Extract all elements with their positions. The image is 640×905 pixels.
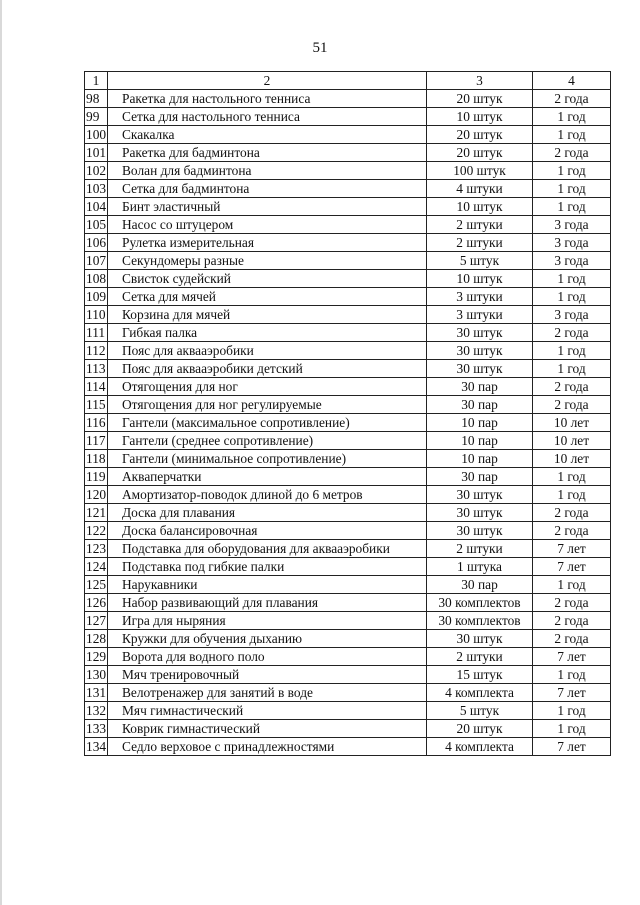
- item-name: Коврик гимнастический: [108, 720, 427, 738]
- item-quantity: 30 пар: [427, 576, 533, 594]
- table-row: [85, 396, 611, 414]
- item-service-life: 10 лет: [533, 432, 611, 450]
- row-number: 107: [86, 253, 107, 268]
- table-row: [85, 126, 611, 144]
- item-service-life: 10 лет: [533, 414, 611, 432]
- row-number: 99: [85, 108, 108, 126]
- table-row: [85, 252, 611, 270]
- table-row: [85, 324, 611, 342]
- item-name: Отягощения для ног регулируемые: [108, 396, 427, 414]
- item-name: Ракетка для настольного тенниса: [108, 90, 427, 108]
- item-quantity: 20 штук: [427, 720, 533, 738]
- table-header-row: [85, 72, 611, 90]
- item-name: Нарукавники: [108, 576, 427, 594]
- table-row: [85, 450, 611, 468]
- item-service-life: 1 год: [533, 198, 611, 216]
- item-name: Доска для плавания: [108, 504, 427, 522]
- row-number: 109: [86, 289, 107, 304]
- table-row: [85, 468, 611, 486]
- item-name: Подставка для оборудования для аквааэробики: [108, 540, 427, 558]
- table-row: [85, 360, 611, 378]
- item-service-life: 1 год: [533, 180, 611, 198]
- item-quantity: 100 штук: [427, 162, 533, 180]
- item-service-life: 2 года: [533, 594, 611, 612]
- row-number: 123: [86, 541, 107, 556]
- item-name: Мяч тренировочный: [108, 666, 427, 684]
- item-name: Гибкая палка: [108, 324, 427, 342]
- table-row: [85, 540, 611, 558]
- row-number: 134: [86, 739, 107, 754]
- item-quantity: 4 штуки: [427, 180, 533, 198]
- item-service-life: 3 года: [533, 216, 611, 234]
- header-col-1: 1: [85, 72, 108, 90]
- row-number: 116: [86, 415, 106, 430]
- table-row: [85, 234, 611, 252]
- item-quantity: 30 комплектов: [427, 612, 533, 630]
- item-service-life: 1 год: [533, 702, 611, 720]
- item-service-life: 7 лет: [533, 684, 611, 702]
- item-service-life: 2 года: [533, 612, 611, 630]
- item-service-life: 1 год: [533, 108, 611, 126]
- row-number: 120: [86, 487, 107, 502]
- item-name: Гантели (максимальное сопротивление): [108, 414, 427, 432]
- item-quantity: 3 штуки: [427, 288, 533, 306]
- item-service-life: 2 года: [533, 90, 611, 108]
- row-number: 129: [86, 649, 107, 664]
- item-service-life: 1 год: [533, 360, 611, 378]
- item-name: Насос со штуцером: [108, 216, 427, 234]
- item-service-life: 7 лет: [533, 558, 611, 576]
- item-name: Ворота для водного поло: [108, 648, 427, 666]
- item-quantity: 5 штук: [427, 252, 533, 270]
- row-number: 126: [86, 595, 107, 610]
- item-quantity: 2 штуки: [427, 648, 533, 666]
- item-service-life: 7 лет: [533, 540, 611, 558]
- item-quantity: 30 штук: [427, 504, 533, 522]
- item-name: Свисток судейский: [108, 270, 427, 288]
- item-quantity: 5 штук: [427, 702, 533, 720]
- item-quantity: 2 штуки: [427, 216, 533, 234]
- item-service-life: 2 года: [533, 522, 611, 540]
- table-row: [85, 684, 611, 702]
- table-row: [85, 648, 611, 666]
- row-number: 113: [86, 361, 106, 376]
- item-name: Волан для бадминтона: [108, 162, 427, 180]
- item-name: Кружки для обучения дыханию: [108, 630, 427, 648]
- table-row: [85, 720, 611, 738]
- table-row: [85, 288, 611, 306]
- item-quantity: 10 пар: [427, 450, 533, 468]
- table-row: [85, 666, 611, 684]
- item-service-life: 1 год: [533, 162, 611, 180]
- page-number: 51: [312, 40, 328, 56]
- row-number: 133: [86, 721, 107, 736]
- item-service-life: 2 года: [533, 504, 611, 522]
- row-number: 115: [86, 397, 106, 412]
- row-number: 102: [86, 163, 107, 178]
- table-row: [85, 108, 611, 126]
- item-name: Амортизатор-поводок длиной до 6 метров: [108, 486, 427, 504]
- item-name: Пояс для аквааэробики: [108, 342, 427, 360]
- item-service-life: 1 год: [533, 486, 611, 504]
- table-row: [85, 504, 611, 522]
- table-row: [85, 162, 611, 180]
- item-service-life: 3 года: [533, 234, 611, 252]
- row-number: 101: [86, 145, 107, 160]
- item-service-life: 1 год: [533, 720, 611, 738]
- item-name: Пояс для аквааэробики детский: [108, 360, 427, 378]
- table-row: [85, 144, 611, 162]
- item-name: Корзина для мячей: [108, 306, 427, 324]
- item-name: Доска балансировочная: [108, 522, 427, 540]
- item-quantity: 30 штук: [427, 630, 533, 648]
- item-name: Велотренажер для занятий в воде: [108, 684, 427, 702]
- table-row: [85, 342, 611, 360]
- item-service-life: 2 года: [533, 396, 611, 414]
- table-row: [85, 270, 611, 288]
- item-quantity: 10 штук: [427, 108, 533, 126]
- equipment-table: [84, 71, 611, 756]
- table-row: [85, 594, 611, 612]
- row-number: 98: [85, 90, 108, 108]
- row-number: 130: [86, 667, 107, 682]
- row-number: 117: [86, 433, 106, 448]
- item-service-life: 1 год: [533, 270, 611, 288]
- item-service-life: 1 год: [533, 576, 611, 594]
- item-service-life: 7 лет: [533, 738, 611, 756]
- item-quantity: 30 комплектов: [427, 594, 533, 612]
- row-number: 106: [86, 235, 107, 250]
- row-number: 104: [86, 199, 107, 214]
- row-number: 118: [86, 451, 106, 466]
- item-quantity: 30 штук: [427, 360, 533, 378]
- row-number: 131: [86, 685, 107, 700]
- item-name: Набор развивающий для плавания: [108, 594, 427, 612]
- row-number: 122: [86, 523, 107, 538]
- row-number: 127: [86, 613, 107, 628]
- item-service-life: 10 лет: [533, 450, 611, 468]
- item-quantity: 3 штуки: [427, 306, 533, 324]
- row-number: 125: [86, 577, 107, 592]
- item-quantity: 10 пар: [427, 414, 533, 432]
- item-service-life: 7 лет: [533, 648, 611, 666]
- item-service-life: 1 год: [533, 126, 611, 144]
- row-number: 132: [86, 703, 107, 718]
- item-quantity: 4 комплекта: [427, 738, 533, 756]
- table-row: [85, 630, 611, 648]
- row-number: 119: [86, 469, 106, 484]
- row-number: 108: [86, 271, 107, 286]
- item-name: Скакалка: [108, 126, 427, 144]
- item-quantity: 2 штуки: [427, 540, 533, 558]
- item-quantity: 1 штука: [427, 558, 533, 576]
- item-name: Рулетка измерительная: [108, 234, 427, 252]
- scan-edge-line: [0, 0, 2, 905]
- table-row: [85, 306, 611, 324]
- item-name: Ракетка для бадминтона: [108, 144, 427, 162]
- item-quantity: 2 штуки: [427, 234, 533, 252]
- item-quantity: 20 штук: [427, 126, 533, 144]
- item-service-life: 1 год: [533, 666, 611, 684]
- table-body: [85, 90, 611, 756]
- table-row: [85, 378, 611, 396]
- item-quantity: 10 пар: [427, 432, 533, 450]
- item-quantity: 10 штук: [427, 270, 533, 288]
- item-service-life: 2 года: [533, 324, 611, 342]
- table-row: [85, 90, 611, 108]
- row-number: 128: [86, 631, 107, 646]
- item-quantity: 30 штук: [427, 486, 533, 504]
- table-row: [85, 576, 611, 594]
- item-service-life: 3 года: [533, 306, 611, 324]
- item-quantity: 30 штук: [427, 324, 533, 342]
- item-service-life: 2 года: [533, 378, 611, 396]
- item-service-life: 1 год: [533, 288, 611, 306]
- item-name: Секундомеры разные: [108, 252, 427, 270]
- item-service-life: 2 года: [533, 630, 611, 648]
- table-row: [85, 432, 611, 450]
- item-service-life: 2 года: [533, 144, 611, 162]
- item-name: Сетка для мячей: [108, 288, 427, 306]
- table-row: [85, 216, 611, 234]
- item-quantity: 30 пар: [427, 396, 533, 414]
- table-row: [85, 702, 611, 720]
- table-row: [85, 180, 611, 198]
- table-row: [85, 558, 611, 576]
- item-name: Гантели (среднее сопротивление): [108, 432, 427, 450]
- item-quantity: 20 штук: [427, 144, 533, 162]
- row-number: 103: [86, 181, 107, 196]
- item-service-life: 3 года: [533, 252, 611, 270]
- item-name: Игра для ныряния: [108, 612, 427, 630]
- table-row: [85, 612, 611, 630]
- item-name: Бинт эластичный: [108, 198, 427, 216]
- row-number: 100: [86, 127, 107, 142]
- item-name: Мяч гимнастический: [108, 702, 427, 720]
- item-name: Гантели (минимальное сопротивление): [108, 450, 427, 468]
- row-number: 114: [86, 379, 106, 394]
- item-name: Сетка для бадминтона: [108, 180, 427, 198]
- item-name: Акваперчатки: [108, 468, 427, 486]
- item-quantity: 30 штук: [427, 342, 533, 360]
- item-service-life: 1 год: [533, 342, 611, 360]
- item-quantity: 4 комплекта: [427, 684, 533, 702]
- table-row: [85, 486, 611, 504]
- header-col-2: 2: [108, 72, 427, 90]
- item-quantity: 10 штук: [427, 198, 533, 216]
- header-col-3: 3: [427, 72, 533, 90]
- row-number: 121: [86, 505, 107, 520]
- item-quantity: 15 штук: [427, 666, 533, 684]
- row-number: 124: [86, 559, 107, 574]
- row-number: 112: [86, 343, 106, 358]
- row-number: 110: [86, 307, 106, 322]
- table-row: [85, 414, 611, 432]
- row-number: 105: [86, 217, 107, 232]
- item-quantity: 30 пар: [427, 378, 533, 396]
- item-quantity: 30 пар: [427, 468, 533, 486]
- item-name: Седло верховое с принадлежностями: [108, 738, 427, 756]
- row-number: 111: [85, 324, 108, 342]
- item-quantity: 30 штук: [427, 522, 533, 540]
- header-col-4: 4: [533, 72, 611, 90]
- item-name: Сетка для настольного тенниса: [108, 108, 427, 126]
- table-row: [85, 198, 611, 216]
- item-service-life: 1 год: [533, 468, 611, 486]
- table-row: [85, 522, 611, 540]
- item-name: Подставка под гибкие палки: [108, 558, 427, 576]
- item-name: Отягощения для ног: [108, 378, 427, 396]
- table-row: [85, 738, 611, 756]
- item-quantity: 20 штук: [427, 90, 533, 108]
